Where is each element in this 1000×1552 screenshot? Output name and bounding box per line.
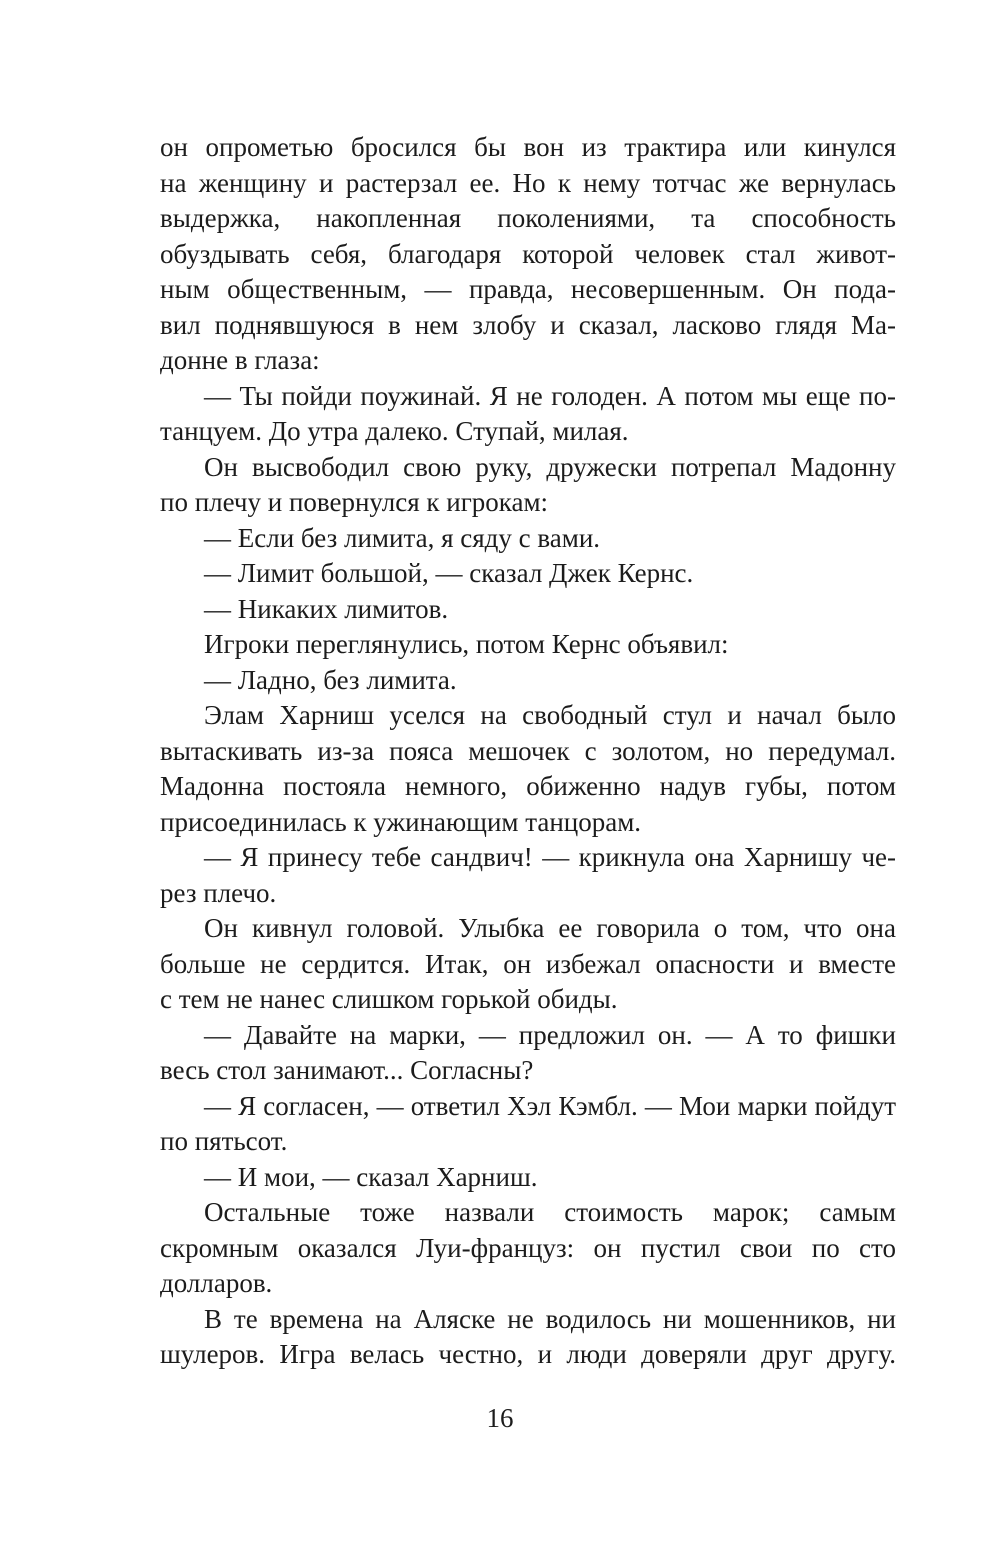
text-line: — Я согласен, — ответил Хэл Кэмбл. — Мои марки пойдут — [204, 1090, 896, 1121]
text-line: Он кивнул головой. Улыбка ее говорила о том, что она — [204, 913, 896, 943]
text-line: рез плечо. — [160, 877, 277, 908]
text-line: шулеров. Игра велась честно, и люди доверяли друг другу. — [160, 1339, 896, 1369]
text-line: В те времена на Аляске не водилось ни мошенников, ни — [204, 1303, 896, 1334]
text-line: вытаскивать из-за пояса мешочек с золотом, но передумал. — [160, 735, 896, 766]
text-line: Остальные тоже назвали стоимость марок; самым — [204, 1197, 896, 1227]
text-line: долларов. — [160, 1268, 273, 1298]
text-line: он опрометью бросился бы вон из трактира или кинулся — [160, 132, 896, 162]
text-line: по плечу и повернулся к игрокам: — [160, 487, 549, 517]
text-line: — Я принесу тебе сандвич! — крикнула она Харнишу че- — [204, 842, 896, 872]
text-line: — И мои, — сказал Харниш. — [204, 1161, 538, 1192]
text-line: Он высвободил свою руку, дружески потрепал Мадонну — [204, 451, 896, 482]
text-line: больше не сердится. Итак, он избежал опасности и вместе — [160, 948, 896, 979]
text-line: — Лимит большой, — сказал Джек Кернс. — [204, 558, 694, 588]
body-text — [160, 130, 896, 1373]
text-line: на женщину и растерзал ее. Но к нему тотчас же вернулась — [160, 167, 896, 198]
text-line: — Ладно, без лимита. — [204, 664, 457, 695]
page-number: 16 — [486, 1403, 514, 1433]
text-line: весь стол занимают... Согласны? — [160, 1055, 534, 1085]
text-line: — Ты пойди поужинай. Я не голоден. А потом мы еще по- — [204, 380, 896, 411]
text-line: донне в глаза: — [160, 345, 320, 375]
text-line: выдержка, накопленная поколениями, та способность — [160, 203, 896, 233]
text-line: — Никаких лимитов. — [204, 593, 449, 624]
text-line: скромным оказался Луи-француз: он пустил свои по сто — [160, 1232, 896, 1263]
text-line: присоединилась к ужинающим танцорам. — [160, 806, 642, 837]
text-line: Элам Харниш уселся на свободный стул и начал было — [204, 700, 896, 730]
text-line: обуздывать себя, благодаря которой человек стал живот- — [160, 238, 896, 269]
text-line: вил поднявшуюся в нем злобу и сказал, ласково глядя Ма- — [160, 309, 896, 340]
text-line: с тем не нанес слишком горькой обиды. — [160, 984, 618, 1014]
text-line: по пятьсот. — [160, 1126, 288, 1156]
text-line: — Давайте на марки, — предложил он. — А то фишки — [204, 1019, 896, 1050]
text-line: ным общественным, — правда, несовершенным. Он пода- — [160, 274, 896, 304]
text-line: танцуем. До утра далеко. Ступай, милая. — [160, 416, 629, 446]
text-line: Игроки переглянулись, потом Кернс объявил: — [204, 629, 729, 659]
text-line: Мадонна постояла немного, обиженно надув губы, потом — [160, 771, 896, 801]
text-line: — Если без лимита, я сяду с вами. — [204, 522, 601, 553]
